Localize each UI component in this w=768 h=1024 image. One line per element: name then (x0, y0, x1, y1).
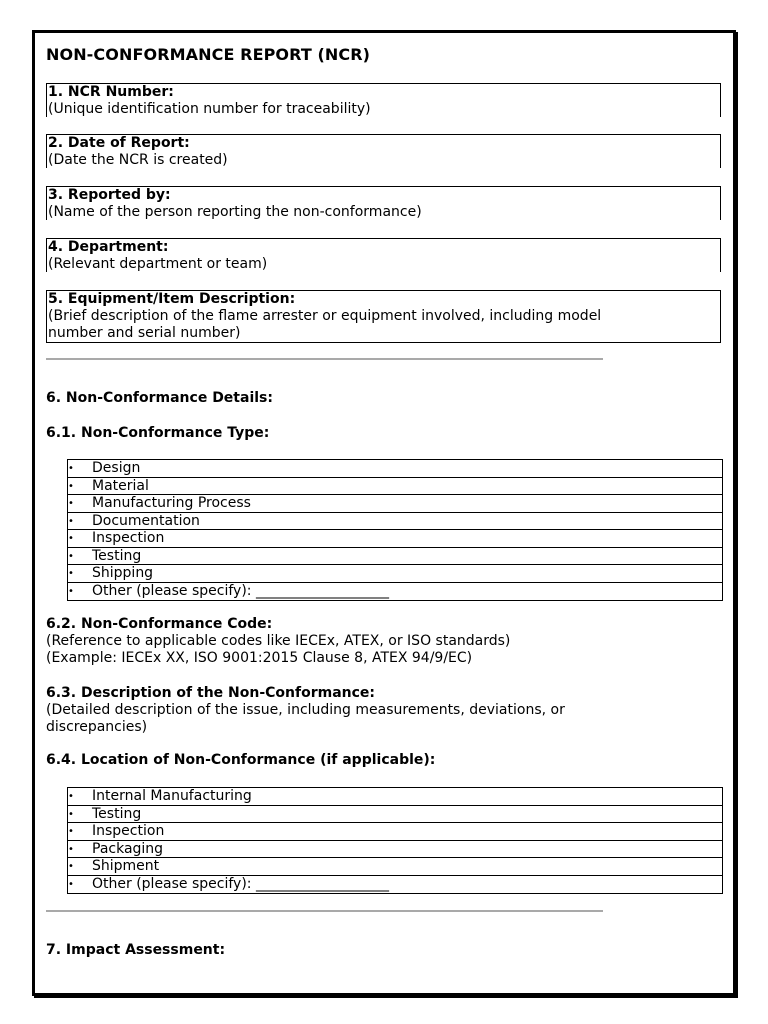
list-item (68, 583, 722, 601)
section-6-2-heading: 6.2. Non-Conformance Code: (46, 616, 273, 632)
list-item-label: Inspection (92, 823, 165, 839)
document-page (32, 30, 736, 996)
bullet-icon: • (68, 463, 74, 474)
field-ncr-number (46, 83, 721, 117)
paragraph-line: (Reference to applicable codes like IECEx, ATEX, or ISO standards) (46, 633, 511, 649)
section-6-heading: 6. Non-Conformance Details: (46, 390, 273, 406)
paragraph-line: (Example: IECEx XX, ISO 9001:2015 Clause 8, ATEX 94/9/EC) (46, 650, 473, 666)
field-equipment-description (46, 290, 721, 343)
list-item (68, 460, 722, 478)
field-label: 5. Equipment/Item Description: (48, 291, 296, 307)
bullet-icon: • (68, 550, 74, 562)
list-item-label: Packaging (92, 840, 164, 857)
list-item (68, 565, 722, 583)
list-item (68, 495, 722, 513)
divider (46, 910, 603, 912)
bullet-icon: • (68, 568, 74, 579)
list-item-label: Material (92, 477, 149, 494)
list-item-label: Testing (92, 547, 142, 564)
bullet-icon: • (68, 515, 74, 527)
list-item-label: Other (please specify): ___________________ (92, 582, 389, 599)
list-item-label: Shipment (92, 858, 160, 874)
bullet-icon: • (68, 843, 74, 855)
nc-type-list (67, 459, 723, 601)
bullet-icon: • (68, 533, 74, 544)
section-6-4-heading: 6.4. Location of Non-Conformance (if applicable): (46, 752, 436, 768)
list-item-label: Other (please specify): ___________________ (92, 875, 389, 892)
paragraph-line: (Detailed description of the issue, including measurements, deviations, or (46, 702, 565, 718)
paragraph-line: discrepancies) (46, 719, 148, 735)
list-item-label: Shipping (92, 565, 154, 581)
list-item-label: Inspection (92, 530, 165, 546)
field-reported-by (46, 186, 721, 220)
list-item-label: Design (92, 460, 141, 476)
field-label: 4. Department: (48, 239, 169, 255)
field-description: (Relevant department or team) (48, 256, 268, 272)
field-label: 1. NCR Number: (48, 84, 174, 100)
field-label: 2. Date of Report: (48, 135, 190, 151)
bullet-icon: • (68, 498, 74, 509)
list-item (68, 788, 722, 806)
divider (46, 358, 603, 360)
bullet-icon: • (68, 585, 74, 597)
field-description: (Name of the person reporting the non-conformance) (48, 204, 422, 220)
list-item-label: Manufacturing Process (92, 495, 251, 511)
field-description-line-1: (Brief description of the flame arrester or equipment involved, including model (48, 308, 602, 324)
section-7-heading: 7. Impact Assessment: (46, 942, 226, 958)
nc-location-list (67, 787, 723, 894)
section-6-2-text (46, 633, 686, 667)
section-6-3-heading: 6.3. Description of the Non-Conformance: (46, 685, 376, 701)
page-title: NON-CONFORMANCE REPORT (NCR) (46, 45, 371, 64)
list-item (68, 548, 722, 566)
bullet-icon: • (68, 791, 74, 802)
section-6-1-heading: 6.1. Non-Conformance Type: (46, 425, 270, 441)
list-item-label: Testing (92, 805, 142, 822)
list-item (68, 858, 722, 876)
bullet-icon: • (68, 861, 74, 872)
field-description: (Unique identification number for traceability) (48, 101, 371, 117)
list-item (68, 513, 722, 531)
section-6-3-text (46, 702, 686, 736)
list-item-label: Internal Manufacturing (92, 788, 252, 804)
field-description: (Date the NCR is created) (48, 152, 228, 168)
list-item (68, 530, 722, 548)
bullet-icon: • (68, 826, 74, 837)
list-item (68, 823, 722, 841)
bullet-icon: • (68, 808, 74, 820)
list-item (68, 841, 722, 859)
list-item-label: Documentation (92, 512, 200, 529)
field-label: 3. Reported by: (48, 187, 171, 203)
bullet-icon: • (68, 878, 74, 890)
field-department (46, 238, 721, 272)
field-date-of-report (46, 134, 721, 168)
list-item (68, 478, 722, 496)
list-item (68, 876, 722, 894)
list-item (68, 806, 722, 824)
bullet-icon: • (68, 480, 74, 492)
field-description-line-2: number and serial number) (48, 325, 241, 341)
